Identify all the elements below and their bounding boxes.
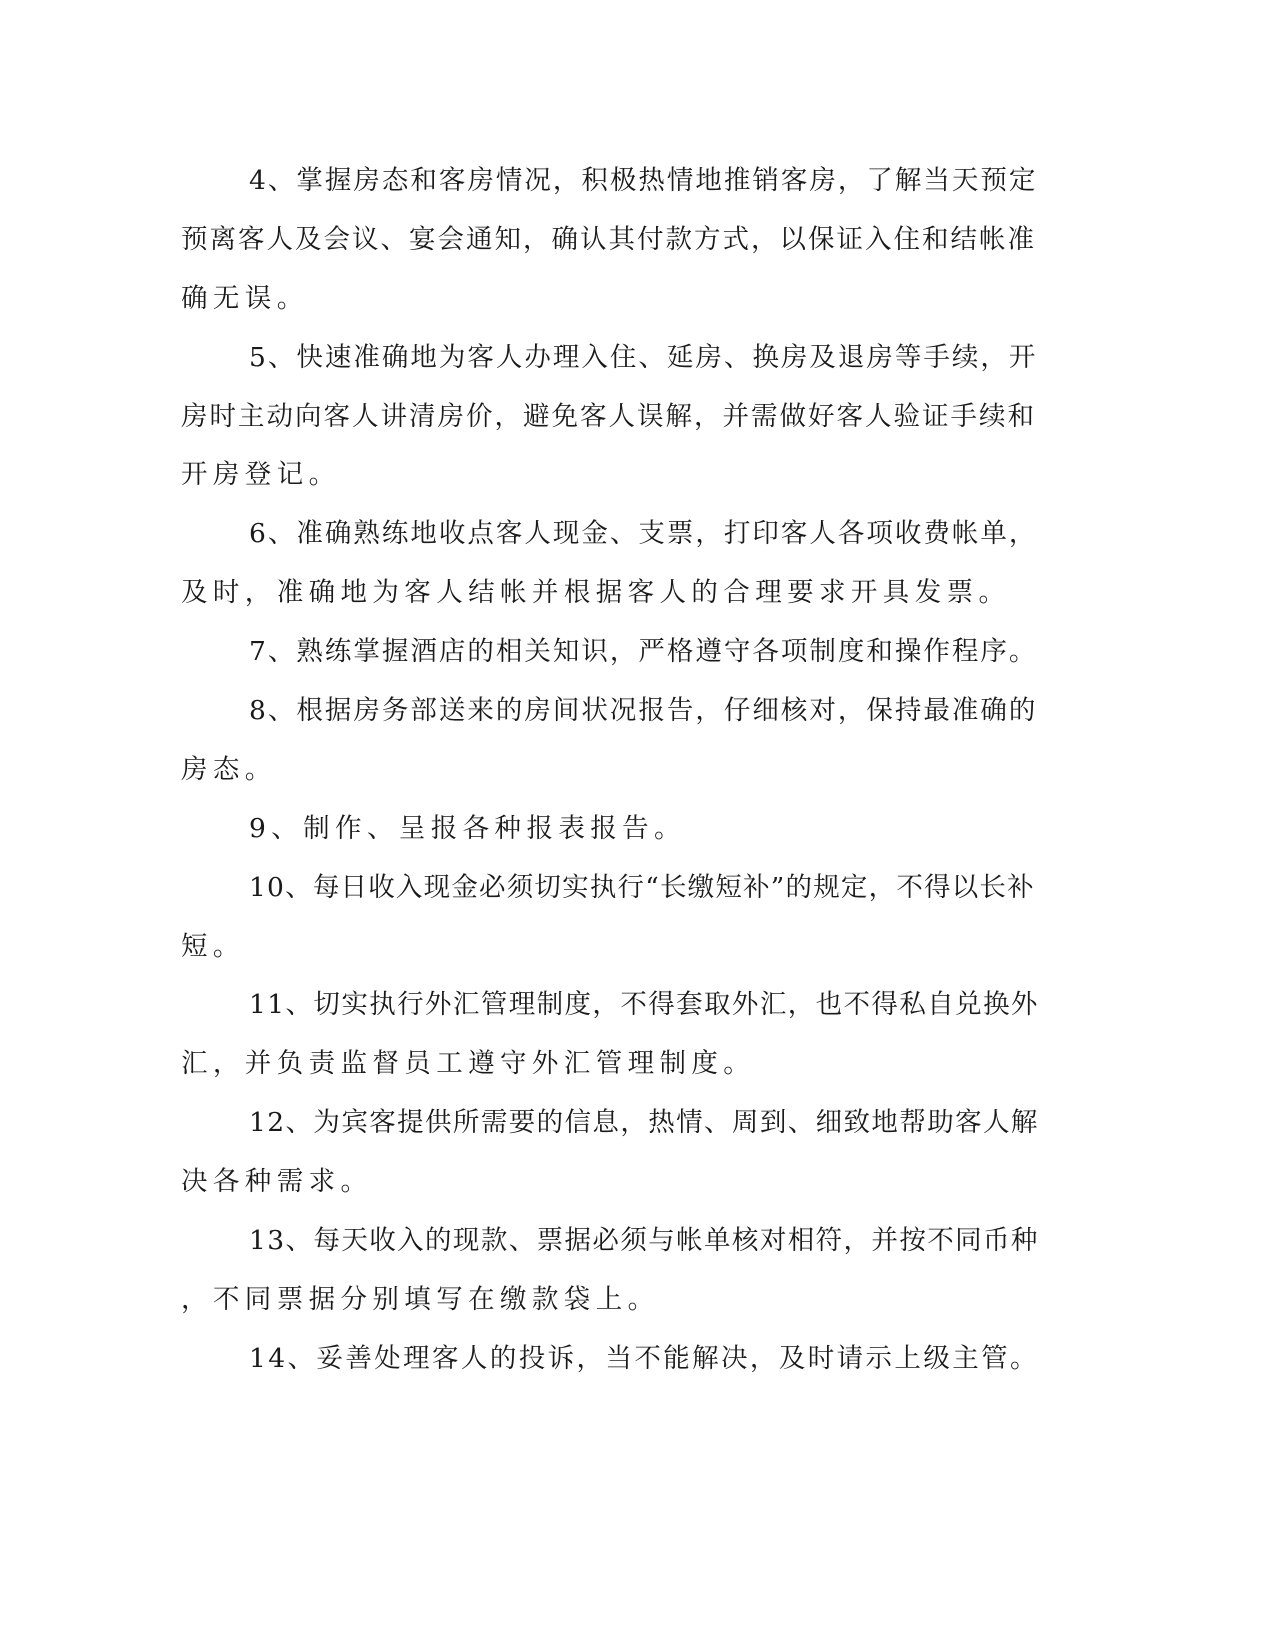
text-line: 5、快速准确地为客人办理入住、延房、换房及退房等手续，开 — [249, 342, 1038, 373]
text-line: 11、切实执行外汇管理制度，不得套取外汇，也不得私自兑换外 — [249, 989, 1039, 1020]
text-line: 房时主动向客人讲清房价，避免客人误解，并需做好客人验证手续和 — [181, 401, 1036, 432]
text-line: 9、制作、呈报各种报表报告。 — [249, 813, 686, 844]
text-line: 确无误。 — [181, 283, 309, 314]
text-line: 13、每天收入的现款、票据必须与帐单核对相符，并按不同币种 — [249, 1225, 1039, 1256]
text-line: 10、每日收入现金必须切实执行“长缴短补”的规定，不得以长补 — [249, 872, 1035, 903]
text-line: 7、熟练掌握酒店的相关知识，严格遵守各项制度和操作程序。 — [249, 636, 1038, 667]
text-line: 14、妥善处理客人的投诉，当不能解决，及时请示上级主管。 — [249, 1343, 1039, 1374]
text-line: 汇，并负责监督员工遵守外汇管理制度。 — [181, 1048, 756, 1079]
text-line: 决各种需求。 — [181, 1166, 373, 1197]
text-line: 4、掌握房态和客房情况，积极热情地推销客房，了解当天预定 — [249, 165, 1038, 196]
text-line: 6、准确熟练地收点客人现金、支票，打印客人各项收费帐单， — [249, 518, 1038, 549]
text-line: 及时，准确地为客人结帐并根据客人的合理要求开具发票。 — [181, 577, 1011, 608]
text-line: 预离客人及会议、宴会通知，确认其付款方式，以保证入住和结帐准 — [181, 224, 1036, 255]
text-line: 12、为宾客提供所需要的信息，热情、周到、细致地帮助客人解 — [249, 1107, 1039, 1138]
text-line: 短。 — [181, 931, 245, 962]
text-line: 房态。 — [181, 754, 277, 785]
text-line: 开房登记。 — [181, 459, 341, 490]
text-line: ，不同票据分别填写在缴款袋上。 — [181, 1284, 660, 1315]
text-line: 8、根据房务部送来的房间状况报告，仔细核对，保持最准确的 — [249, 695, 1038, 726]
